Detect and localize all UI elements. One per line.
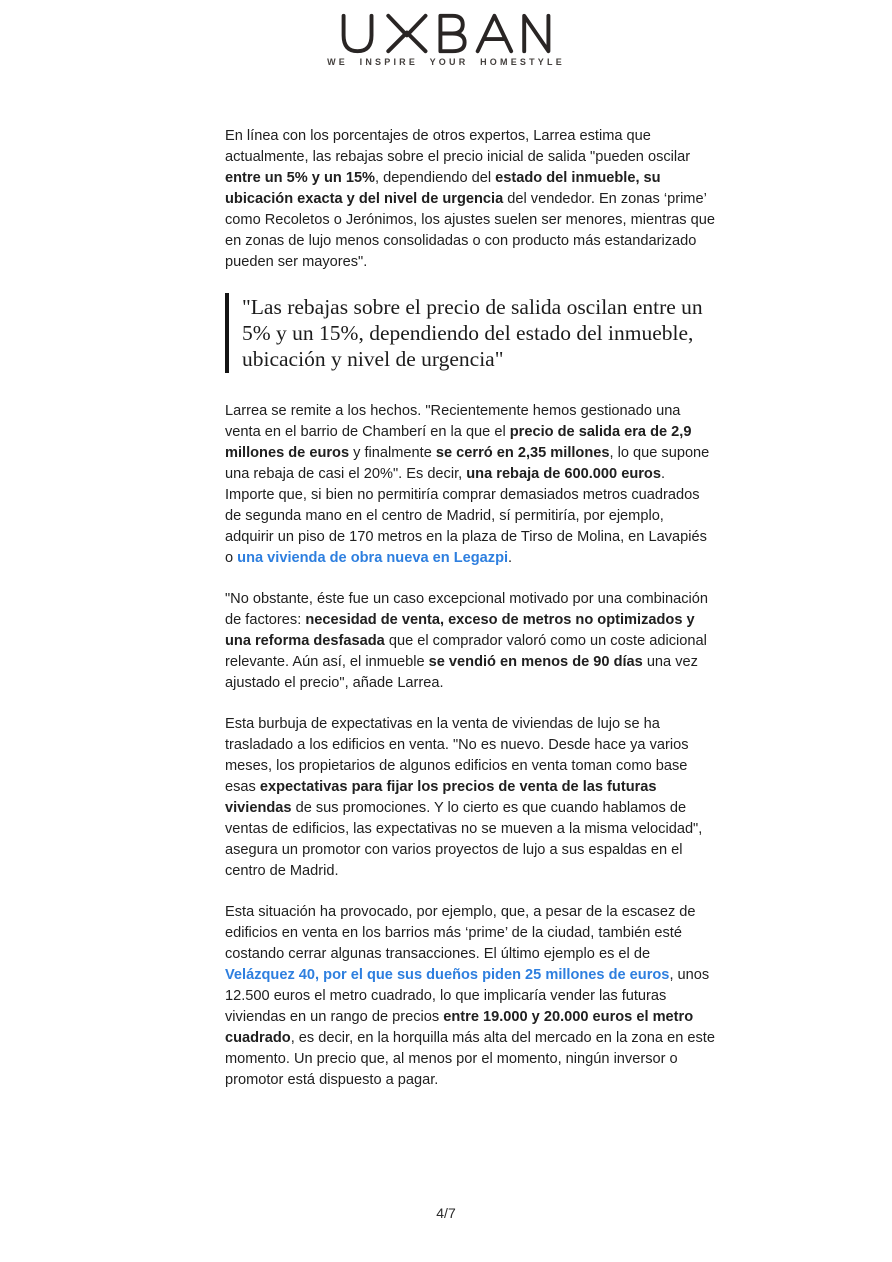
body-text: Esta burbuja de expectativas en la venta de viviendas de lujo se ha trasladado a los edificios en venta. "No es nuevo. Desde hace ya varios meses, los propietarios de algunos edificios en venta toman como base esas bbox=[225, 716, 689, 795]
body-text: , unos 12.500 euros el metro cuadrado, lo que implicaría vender las futuras viviendas en un rango de precios bbox=[225, 967, 710, 1025]
body-text: y finalmente bbox=[349, 445, 436, 461]
bold-text: entre un 5% y un 15% bbox=[225, 170, 376, 186]
body-text: . bbox=[508, 550, 513, 566]
uxban-logo bbox=[338, 13, 554, 54]
bold-text: se cerró en 2,35 millones bbox=[435, 445, 610, 461]
logo-letter-b bbox=[440, 16, 464, 51]
page-number: 4/7 bbox=[436, 1205, 456, 1221]
bold-text: estado del inmueble, su ubicación exacta y del nivel de urgencia bbox=[225, 170, 661, 207]
bold-text: expectativas para fijar los precios de venta de las futuras viviendas bbox=[225, 779, 657, 816]
body-text: Esta situación ha provocado, por ejemplo, que, a pesar de la escasez de edificios en venta en los barrios más ‘prime’ de la ciudad, también esté costando cerrar algunas transacciones. El último ejemplo es el de bbox=[225, 904, 696, 962]
pull-quote: "Las rebajas sobre el precio de salida oscilan entre un 5% y un 15%, dependiendo del estado del inmueble, ubicación y nivel de urgencia" bbox=[225, 293, 715, 373]
bold-text: precio de salida era de 2,9 millones de euros bbox=[225, 424, 692, 461]
article-body bbox=[225, 126, 715, 1111]
inline-link[interactable]: Velázquez 40, por el que sus dueños piden 25 millones de euros bbox=[225, 967, 670, 983]
body-text: que el comprador valoró como un coste adicional relevante. Aún así, el inmueble bbox=[225, 633, 707, 670]
inline-link[interactable]: una vivienda de obra nueva en Legazpi bbox=[237, 550, 509, 566]
page-header bbox=[0, 0, 892, 67]
body-text: una vez ajustado el precio", añade Larrea. bbox=[225, 654, 698, 691]
paragraph bbox=[225, 589, 715, 694]
logo-tagline: WE INSPIRE YOUR HOMESTYLE bbox=[327, 57, 565, 67]
bold-text: necesidad de venta, exceso de metros no optimizados y una reforma desfasada bbox=[225, 612, 695, 649]
body-text: . Importe que, si bien no permitiría comprar demasiados metros cuadrados de segunda mano en el centro de Madrid, sí permitiría, por ejemplo, adquirir un piso de 170 metros en la plaza de Tirso de Molina, en Lavapiés o bbox=[225, 466, 707, 566]
paragraph bbox=[225, 401, 715, 569]
body-text: Larrea se remite a los hechos. "Recientemente hemos gestionado una venta en el barrio de Chamberí en la que el bbox=[225, 403, 681, 440]
body-text: del vendedor. En zonas ‘prime’ como Recoletos o Jerónimos, los ajustes suelen ser menores, mientras que en zonas de lujo menos consolidadas o con producto más estandarizado pueden ser mayores". bbox=[225, 191, 715, 270]
paragraph bbox=[225, 126, 715, 273]
body-text: En línea con los porcentajes de otros expertos, Larrea estima que actualmente, las rebajas sobre el precio inicial de salida "pueden oscilar bbox=[225, 128, 691, 165]
body-text: , lo que supone una rebaja de casi el 20%". Es decir, bbox=[225, 445, 710, 482]
paragraph bbox=[225, 714, 715, 882]
body-text: de sus promociones. Y lo cierto es que cuando hablamos de ventas de edificios, las expectativas no se mueven a la misma velocidad", asegura un promotor con varios proyectos de lujo a sus espaldas en el centro de Madrid. bbox=[225, 800, 703, 879]
logo-letter-a bbox=[478, 16, 512, 51]
body-text: , es decir, en la horquilla más alta del mercado en la zona en este momento. Un precio que, al menos por el momento, ningún inversor o promotor está dispuesto a pagar. bbox=[225, 1030, 715, 1088]
logo-letter-u bbox=[344, 16, 372, 51]
logo-letter-n bbox=[524, 16, 548, 51]
body-text: , dependiendo del bbox=[375, 170, 496, 186]
bold-text: se vendió en menos de 90 días bbox=[428, 654, 643, 670]
bold-text: una rebaja de 600.000 euros bbox=[466, 466, 661, 482]
paragraph bbox=[225, 902, 715, 1091]
bold-text: entre 19.000 y 20.000 euros el metro cuadrado bbox=[225, 1009, 694, 1046]
body-text: "No obstante, éste fue un caso excepcional motivado por una combinación de factores: bbox=[225, 591, 709, 628]
